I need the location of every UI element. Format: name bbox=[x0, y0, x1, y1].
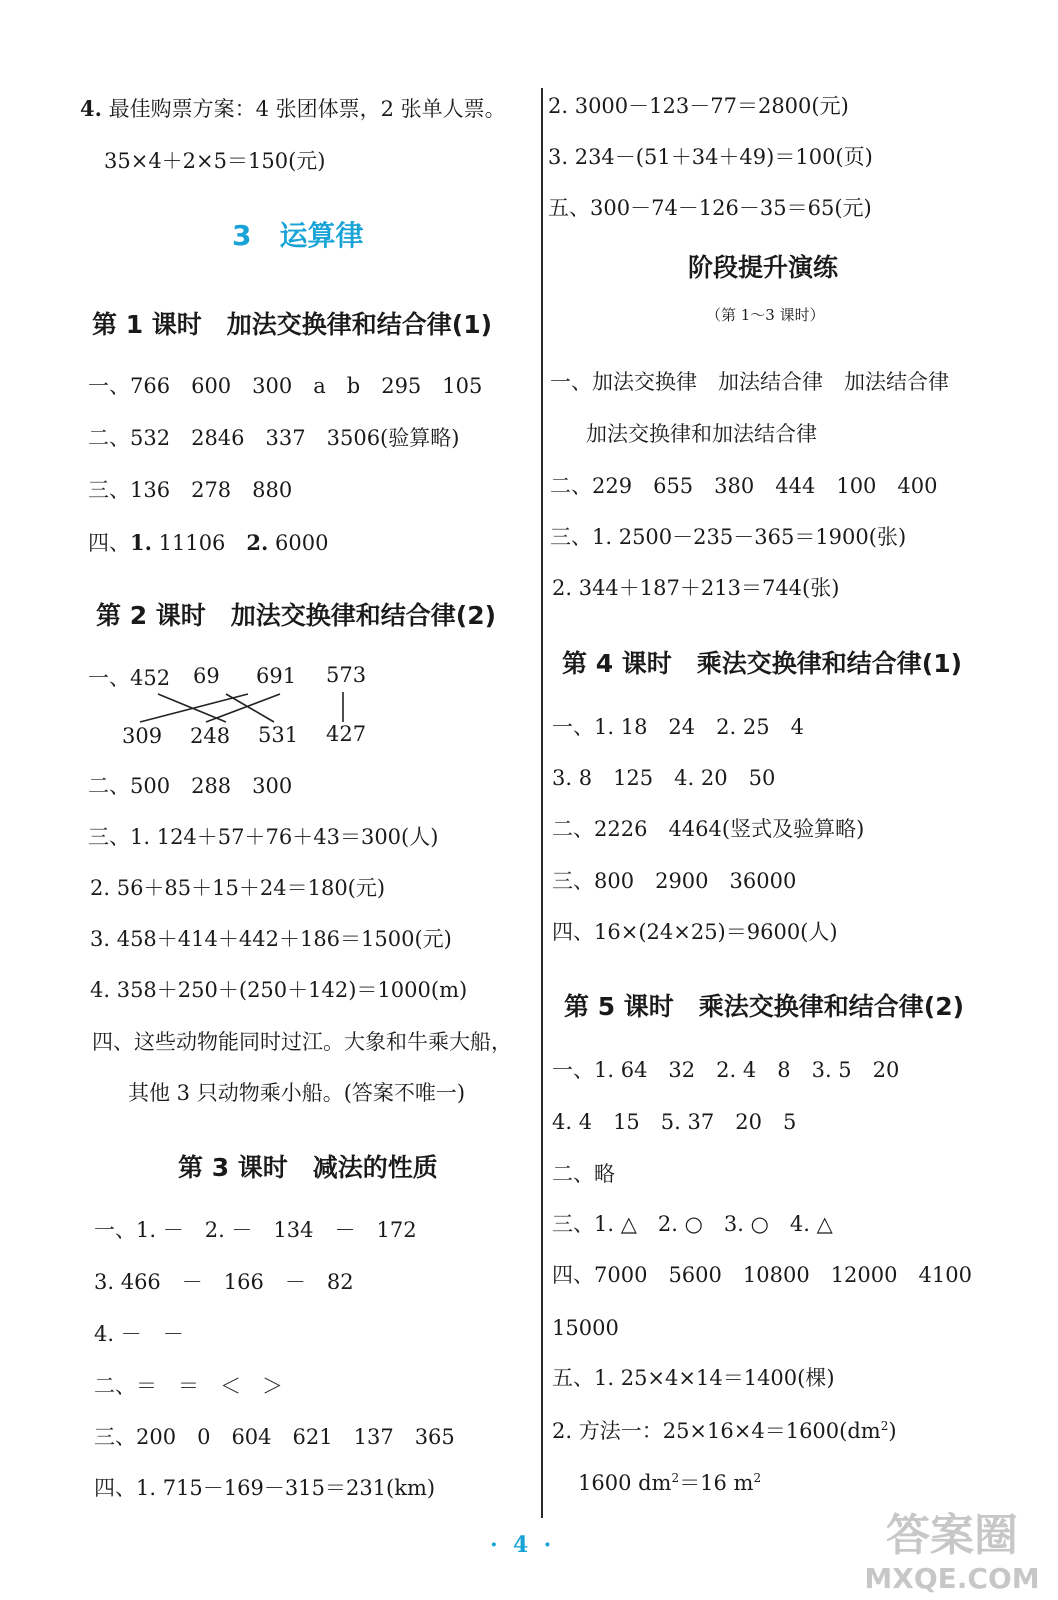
match-top-3: 691 bbox=[256, 664, 297, 688]
lesson-4-q1-a: 一、1. 18 24 2. 25 4 bbox=[552, 715, 804, 739]
lesson-2-q3-2: 2. 56＋85＋15＋24＝180(元) bbox=[90, 876, 386, 900]
lesson-3-q1-a: 一、1. － 2. － 134 － 172 bbox=[94, 1218, 417, 1242]
answer-5: 五、300－74－126－35＝65(元) bbox=[548, 196, 872, 220]
match-bottom-1: 309 bbox=[122, 724, 163, 748]
lesson-3-q1-c: 4. － － bbox=[94, 1322, 184, 1346]
lesson-1-q1: 一、766 600 300 a b 295 105 bbox=[88, 374, 483, 398]
stage-q1-b: 加法交换律和加法结合律 bbox=[586, 422, 817, 446]
match-top-1: 一、452 bbox=[88, 666, 171, 690]
lesson-2-q4-a: 四、这些动物能同时过江。大象和牛乘大船， bbox=[92, 1030, 512, 1054]
exponent: 2 bbox=[753, 1471, 762, 1485]
lesson-3-q3: 三、200 0 604 621 137 365 bbox=[94, 1425, 455, 1449]
lesson-3-title: 第 3 课时 减法的性质 bbox=[178, 1153, 438, 1182]
right-column bbox=[546, 0, 1058, 1600]
lesson-2-q3-4: 4. 358＋250＋(250＋142)＝1000(m) bbox=[90, 978, 468, 1002]
stage-subtitle: （第 1～3 课时） bbox=[706, 306, 825, 324]
match-bottom-3: 531 bbox=[258, 723, 299, 747]
lesson-4-q2: 二、2226 4464(竖式及验算略) bbox=[552, 817, 865, 841]
formula-text: 2. 方法一：25×16×4＝1600(dm bbox=[552, 1419, 881, 1443]
lesson-5-q3: 三、1. △ 2. ○ 3. ○ 4. △ bbox=[552, 1212, 833, 1236]
lesson-2-q3-1: 三、1. 124＋57＋76＋43＝300(人) bbox=[88, 825, 439, 849]
exponent: 2 bbox=[671, 1471, 680, 1485]
lesson-3-q4: 四、1. 715－169－315＝231(km) bbox=[94, 1476, 436, 1500]
lesson-1-title: 第 1 课时 加法交换律和结合律(1) bbox=[92, 310, 493, 339]
lesson-2-q2: 二、500 288 300 bbox=[88, 774, 293, 798]
answer-text: 最佳购票方案：4 张团体票，2 张单人票。 bbox=[101, 97, 506, 121]
lesson-5-q2: 二、略 bbox=[552, 1162, 615, 1186]
exponent: 2 bbox=[880, 1419, 889, 1433]
lesson-4-q4: 四、16×(24×25)＝9600(人) bbox=[552, 920, 838, 944]
watermark-logo bbox=[852, 1502, 1052, 1598]
watermark-bottom: MXQE.COM bbox=[864, 1562, 1040, 1595]
lesson-4-title: 第 4 课时 乘法交换律和结合律(1) bbox=[562, 649, 963, 678]
match-bottom-2: 248 bbox=[190, 724, 231, 748]
item-number: 1. bbox=[130, 530, 152, 555]
column-divider bbox=[541, 88, 543, 1518]
lesson-5-q5-1: 五、1. 25×4×14＝1400(棵) bbox=[552, 1366, 835, 1390]
stage-q1-a: 一、加法交换律 加法结合律 加法结合律 bbox=[550, 370, 949, 394]
match-top-2: 69 bbox=[193, 664, 220, 688]
answer-3: 3. 234－(51＋34＋49)＝100(页) bbox=[548, 145, 873, 169]
stage-q2: 二、229 655 380 444 100 400 bbox=[550, 474, 938, 498]
answer-4-calc: 35×4＋2×5＝150(元) bbox=[104, 149, 326, 173]
lesson-1-q2: 二、532 2846 337 3506(验算略) bbox=[88, 426, 460, 450]
lesson-2-q4-b: 其他 3 只动物乘小船。(答案不唯一) bbox=[128, 1081, 466, 1105]
lesson-4-q3: 三、800 2900 36000 bbox=[552, 869, 797, 893]
lesson-1-q3: 三、136 278 880 bbox=[88, 478, 293, 502]
answer-2: 2. 3000－123－77＝2800(元) bbox=[548, 94, 849, 118]
watermark-top: 答案圈 bbox=[886, 1510, 1018, 1561]
lesson-5-q5-conversion bbox=[578, 1472, 761, 1494]
formula-text: 1600 dm bbox=[578, 1471, 672, 1495]
item-number: 4. bbox=[80, 96, 102, 121]
stage-q3-1: 三、1. 2500－235－365＝1900(张) bbox=[550, 525, 907, 549]
match-bottom-4: 427 bbox=[326, 722, 367, 746]
lesson-5-q4-a: 四、7000 5600 10800 12000 4100 bbox=[552, 1263, 972, 1287]
item-number: 2. bbox=[246, 530, 269, 555]
formula-text: ＝16 m bbox=[679, 1471, 754, 1495]
lesson-5-q1-a: 一、1. 64 32 2. 4 8 3. 5 20 bbox=[552, 1058, 900, 1082]
match-top-4: 573 bbox=[326, 663, 367, 687]
unit-title: 3 运算律 bbox=[232, 219, 364, 252]
page-number: · 4 · bbox=[490, 1532, 552, 1558]
answer-text: 11106 bbox=[151, 531, 247, 555]
stage-q3-2: 2. 344＋187＋213＝744(张) bbox=[552, 576, 840, 600]
q-prefix: 四、 bbox=[88, 531, 130, 555]
answer-4 bbox=[80, 98, 506, 120]
answer-text: 6000 bbox=[268, 531, 329, 555]
lesson-5-q5-2: 2. 方法一：$25\times 16\times 4=1600(dm^2)$ bbox=[552, 1419, 897, 1443]
lesson-5-q4-b: 15000 bbox=[552, 1316, 619, 1340]
lesson-1-q4 bbox=[88, 532, 328, 554]
lesson-5-title: 第 5 课时 乘法交换律和结合律(2) bbox=[564, 992, 965, 1021]
lesson-2-title: 第 2 课时 加法交换律和结合律(2) bbox=[96, 601, 497, 630]
lesson-2-q3-3: 3. 458＋414＋442＋186＝1500(元) bbox=[90, 927, 452, 951]
matching-lines bbox=[130, 690, 350, 730]
lesson-3-q2: 二、＝ ＝ ＜ ＞ bbox=[94, 1374, 283, 1398]
lesson-4-q1-b: 3. 8 125 4. 20 50 bbox=[552, 766, 776, 790]
lesson-5-q1-b: 4. 4 15 5. 37 20 5 bbox=[552, 1110, 797, 1134]
stage-title: 阶段提升演练 bbox=[688, 253, 839, 282]
lesson-3-q1-b: 3. 466 － 166 － 82 bbox=[94, 1270, 354, 1294]
